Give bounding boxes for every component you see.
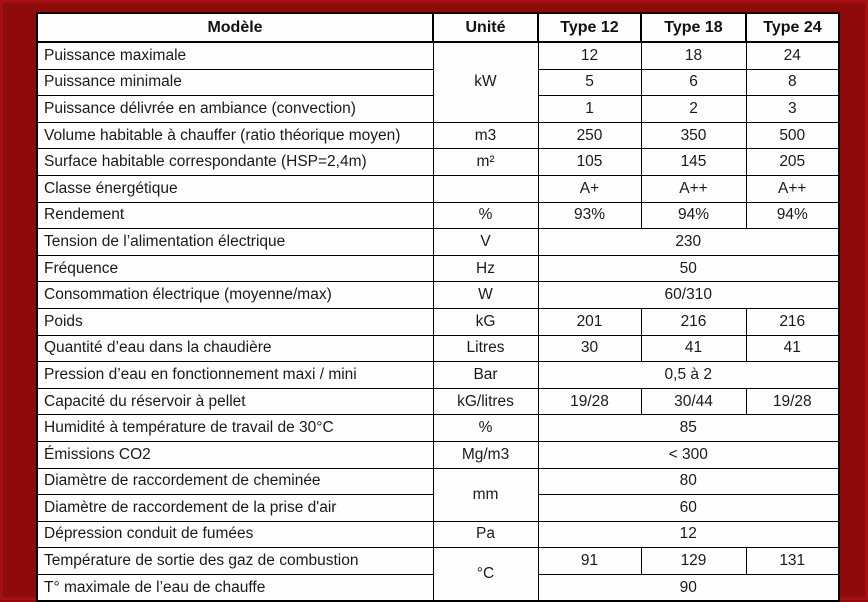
value-cell-merged: 90 <box>538 574 839 601</box>
row-label: Puissance délivrée en ambiance (convection) <box>37 96 433 123</box>
value-cell: 24 <box>746 42 839 69</box>
row-label: Rendement <box>37 202 433 229</box>
unit-cell: Bar <box>433 362 538 389</box>
header-type12: Type 12 <box>538 13 641 42</box>
value-cell: 2 <box>641 96 746 123</box>
unit-cell: V <box>433 229 538 256</box>
table-row <box>37 202 839 229</box>
unit-cell: Mg/m3 <box>433 441 538 468</box>
unit-cell <box>433 175 538 202</box>
value-cell: 250 <box>538 122 641 149</box>
table-row <box>37 122 839 149</box>
value-cell: 30 <box>538 335 641 362</box>
row-label: Humidité à température de travail de 30°C <box>37 415 433 442</box>
value-cell-merged: 230 <box>538 229 839 256</box>
unit-cell: kG/litres <box>433 388 538 415</box>
unit-cell: kW <box>433 42 538 122</box>
value-cell: A++ <box>641 175 746 202</box>
table-row <box>37 415 839 442</box>
table-row <box>37 229 839 256</box>
value-cell: 41 <box>746 335 839 362</box>
row-label: Puissance minimale <box>37 69 433 96</box>
row-label: Poids <box>37 308 433 335</box>
row-label: Pression d’eau en fonctionnement maxi / mini <box>37 362 433 389</box>
row-label: Quantité d’eau dans la chaudière <box>37 335 433 362</box>
row-label: Fréquence <box>37 255 433 282</box>
table-row <box>37 42 839 69</box>
value-cell: 145 <box>641 149 746 176</box>
value-cell-merged: 80 <box>538 468 839 495</box>
row-label: Diamètre de raccordement de cheminée <box>37 468 433 495</box>
value-cell: 91 <box>538 548 641 575</box>
row-label: Tension de l’alimentation électrique <box>37 229 433 256</box>
value-cell-merged: 60 <box>538 495 839 522</box>
value-cell-merged: 12 <box>538 521 839 548</box>
value-cell: A+ <box>538 175 641 202</box>
value-cell: 129 <box>641 548 746 575</box>
unit-cell: m² <box>433 149 538 176</box>
value-cell: 131 <box>746 548 839 575</box>
value-cell: 500 <box>746 122 839 149</box>
table-row <box>37 441 839 468</box>
header-row <box>37 13 839 42</box>
table-row <box>37 468 839 495</box>
header-type18: Type 18 <box>641 13 746 42</box>
value-cell-merged: 60/310 <box>538 282 839 309</box>
value-cell-merged: 0,5 à 2 <box>538 362 839 389</box>
value-cell: 30/44 <box>641 388 746 415</box>
value-cell: 93% <box>538 202 641 229</box>
table-row <box>37 362 839 389</box>
value-cell: 216 <box>641 308 746 335</box>
value-cell: 350 <box>641 122 746 149</box>
row-label: Capacité du réservoir à pellet <box>37 388 433 415</box>
unit-cell: °C <box>433 548 538 602</box>
value-cell: 18 <box>641 42 746 69</box>
value-cell-merged: 50 <box>538 255 839 282</box>
value-cell-merged: 85 <box>538 415 839 442</box>
value-cell: 19/28 <box>746 388 839 415</box>
value-cell: 205 <box>746 149 839 176</box>
header-type24: Type 24 <box>746 13 839 42</box>
table-row <box>37 149 839 176</box>
table-row <box>37 335 839 362</box>
value-cell: 105 <box>538 149 641 176</box>
unit-cell: Hz <box>433 255 538 282</box>
row-label: Consommation électrique (moyenne/max) <box>37 282 433 309</box>
value-cell-merged: < 300 <box>538 441 839 468</box>
table-row <box>37 282 839 309</box>
row-label: Volume habitable à chauffer (ratio théorique moyen) <box>37 122 433 149</box>
row-label: Diamètre de raccordement de la prise d'air <box>37 495 433 522</box>
value-cell: 1 <box>538 96 641 123</box>
value-cell: 19/28 <box>538 388 641 415</box>
value-cell: 6 <box>641 69 746 96</box>
table-row <box>37 521 839 548</box>
spec-table <box>36 12 840 602</box>
row-label: Puissance maximale <box>37 42 433 69</box>
row-label: Dépression conduit de fumées <box>37 521 433 548</box>
row-label: Surface habitable correspondante (HSP=2,4m) <box>37 149 433 176</box>
unit-cell: Litres <box>433 335 538 362</box>
value-cell: 94% <box>641 202 746 229</box>
header-modele: Modèle <box>37 13 433 42</box>
unit-cell: Pa <box>433 521 538 548</box>
row-label: T° maximale de l’eau de chauffe <box>37 574 433 601</box>
row-label: Émissions CO2 <box>37 441 433 468</box>
unit-cell: % <box>433 415 538 442</box>
table-row <box>37 548 839 575</box>
table-row <box>37 255 839 282</box>
value-cell: 94% <box>746 202 839 229</box>
table-row <box>37 175 839 202</box>
unit-cell: mm <box>433 468 538 521</box>
value-cell: 3 <box>746 96 839 123</box>
header-unite: Unité <box>433 13 538 42</box>
unit-cell: % <box>433 202 538 229</box>
value-cell: 12 <box>538 42 641 69</box>
value-cell: 5 <box>538 69 641 96</box>
table-row <box>37 308 839 335</box>
row-label: Classe énergétique <box>37 175 433 202</box>
value-cell: 41 <box>641 335 746 362</box>
value-cell: 8 <box>746 69 839 96</box>
unit-cell: kG <box>433 308 538 335</box>
table-row <box>37 388 839 415</box>
row-label: Température de sortie des gaz de combustion <box>37 548 433 575</box>
unit-cell: m3 <box>433 122 538 149</box>
value-cell: 216 <box>746 308 839 335</box>
unit-cell: W <box>433 282 538 309</box>
value-cell: 201 <box>538 308 641 335</box>
value-cell: A++ <box>746 175 839 202</box>
